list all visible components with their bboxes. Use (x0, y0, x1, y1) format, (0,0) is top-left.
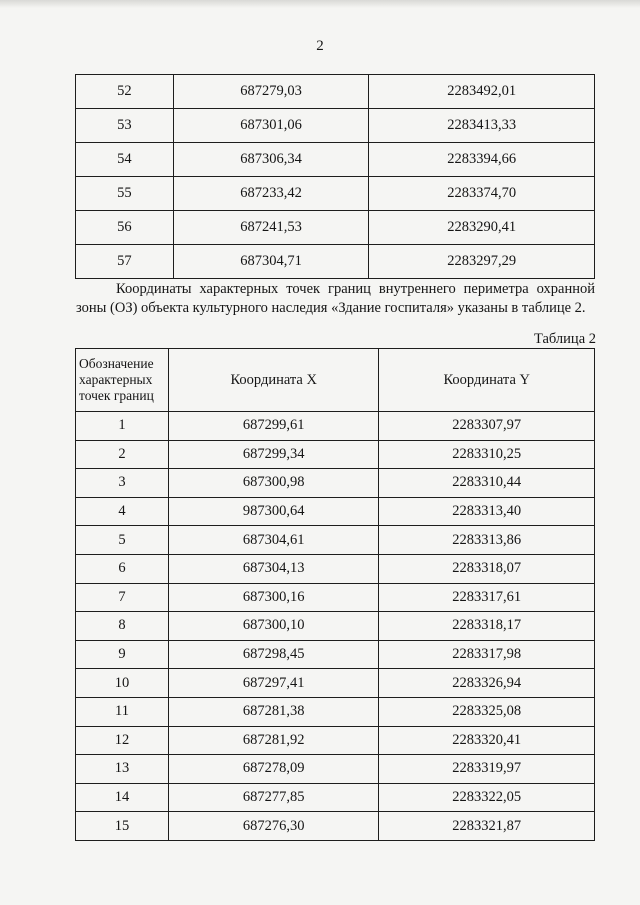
table-row (76, 583, 595, 612)
table-row (76, 726, 595, 755)
table-row (76, 669, 595, 698)
point-number-cell: 13 (76, 755, 169, 784)
coordinate-y-cell: 2283413,33 (369, 109, 595, 143)
table-row (76, 697, 595, 726)
coordinate-x-cell: 687306,34 (173, 143, 369, 177)
point-number-cell: 52 (76, 75, 174, 109)
point-number-cell: 56 (76, 211, 174, 245)
table-row (76, 440, 595, 469)
coordinate-x-cell: 687233,42 (173, 177, 369, 211)
table-row (76, 143, 595, 177)
point-number-cell: 11 (76, 697, 169, 726)
table-row (76, 755, 595, 784)
coordinate-x-cell: 687304,71 (173, 245, 369, 279)
coordinate-x-cell: 687304,61 (168, 526, 379, 555)
coordinate-y-cell: 2283310,25 (379, 440, 595, 469)
point-number-cell: 2 (76, 440, 169, 469)
coordinate-x-cell: 687241,53 (173, 211, 369, 245)
coordinate-y-cell: 2283325,08 (379, 697, 595, 726)
coordinate-y-cell: 2283318,17 (379, 612, 595, 641)
coordinate-y-cell: 2283317,98 (379, 640, 595, 669)
coordinate-x-cell: 687304,13 (168, 554, 379, 583)
coordinate-x-cell: 687276,30 (168, 812, 379, 841)
point-number-cell: 54 (76, 143, 174, 177)
point-number-cell: 7 (76, 583, 169, 612)
page-number: 2 (316, 38, 324, 54)
table-row (76, 554, 595, 583)
coordinate-y-cell: 2283319,97 (379, 755, 595, 784)
body-paragraph: Координаты характерных точек границ внутреннего периметра охранной зоны (ОЗ) объекта культурного наследия «Здание госпиталя» указаны в таблице 2. (76, 281, 595, 316)
coordinates-table-continued (75, 74, 595, 279)
table-header-row (76, 349, 595, 412)
coordinate-x-cell: 687281,38 (168, 697, 379, 726)
coordinate-x-cell: 687298,45 (168, 640, 379, 669)
point-number-cell: 14 (76, 783, 169, 812)
coordinate-x-cell: 687281,92 (168, 726, 379, 755)
coordinate-x-cell: 687300,10 (168, 612, 379, 641)
coordinate-y-cell: 2283394,66 (369, 143, 595, 177)
point-number-cell: 55 (76, 177, 174, 211)
coordinate-x-cell: 687299,34 (168, 440, 379, 469)
point-number-cell: 8 (76, 612, 169, 641)
point-number-cell: 10 (76, 669, 169, 698)
table-row (76, 177, 595, 211)
coordinate-y-cell: 2283320,41 (379, 726, 595, 755)
coordinate-y-cell: 2283326,94 (379, 669, 595, 698)
coordinate-y-cell: 2283374,70 (369, 177, 595, 211)
table-row (76, 245, 595, 279)
coordinate-y-cell: 2283317,61 (379, 583, 595, 612)
coordinate-y-cell: 2283313,86 (379, 526, 595, 555)
coordinate-y-cell: 2283290,41 (369, 211, 595, 245)
coordinate-y-cell: 2283492,01 (369, 75, 595, 109)
point-number-cell: 57 (76, 245, 174, 279)
column-header-coordinate-x: Координата X (168, 349, 379, 412)
table-row (76, 75, 595, 109)
point-number-cell: 6 (76, 554, 169, 583)
coordinate-x-cell: 687300,98 (168, 469, 379, 498)
scan-edge-shadow (0, 0, 640, 8)
column-header-point-designation: Обозначение характерных точек границ (76, 349, 169, 412)
point-number-cell: 12 (76, 726, 169, 755)
table-row (76, 412, 595, 441)
coordinate-y-cell: 2283310,44 (379, 469, 595, 498)
point-number-cell: 9 (76, 640, 169, 669)
table-caption: Таблица 2 (533, 331, 596, 347)
table-row (76, 640, 595, 669)
table-row (76, 526, 595, 555)
coordinate-y-cell: 2283318,07 (379, 554, 595, 583)
point-number-cell: 3 (76, 469, 169, 498)
coordinate-y-cell: 2283322,05 (379, 783, 595, 812)
point-number-cell: 53 (76, 109, 174, 143)
coordinates-table-2 (75, 348, 595, 841)
coordinate-x-cell: 687299,61 (168, 412, 379, 441)
coordinate-y-cell: 2283297,29 (369, 245, 595, 279)
point-number-cell: 5 (76, 526, 169, 555)
coordinate-x-cell: 687297,41 (168, 669, 379, 698)
point-number-cell: 1 (76, 412, 169, 441)
coordinate-x-cell: 687278,09 (168, 755, 379, 784)
column-header-coordinate-y: Координата Y (379, 349, 595, 412)
coordinate-x-cell: 987300,64 (168, 497, 379, 526)
table-row (76, 497, 595, 526)
coordinate-x-cell: 687301,06 (173, 109, 369, 143)
table-row (76, 469, 595, 498)
coordinate-y-cell: 2283307,97 (379, 412, 595, 441)
coordinate-x-cell: 687279,03 (173, 75, 369, 109)
coordinate-y-cell: 2283313,40 (379, 497, 595, 526)
coordinate-x-cell: 687277,85 (168, 783, 379, 812)
table-row (76, 211, 595, 245)
point-number-cell: 4 (76, 497, 169, 526)
table-row (76, 612, 595, 641)
table-row (76, 109, 595, 143)
point-number-cell: 15 (76, 812, 169, 841)
coordinate-x-cell: 687300,16 (168, 583, 379, 612)
table-row (76, 783, 595, 812)
table-row (76, 812, 595, 841)
coordinate-y-cell: 2283321,87 (379, 812, 595, 841)
